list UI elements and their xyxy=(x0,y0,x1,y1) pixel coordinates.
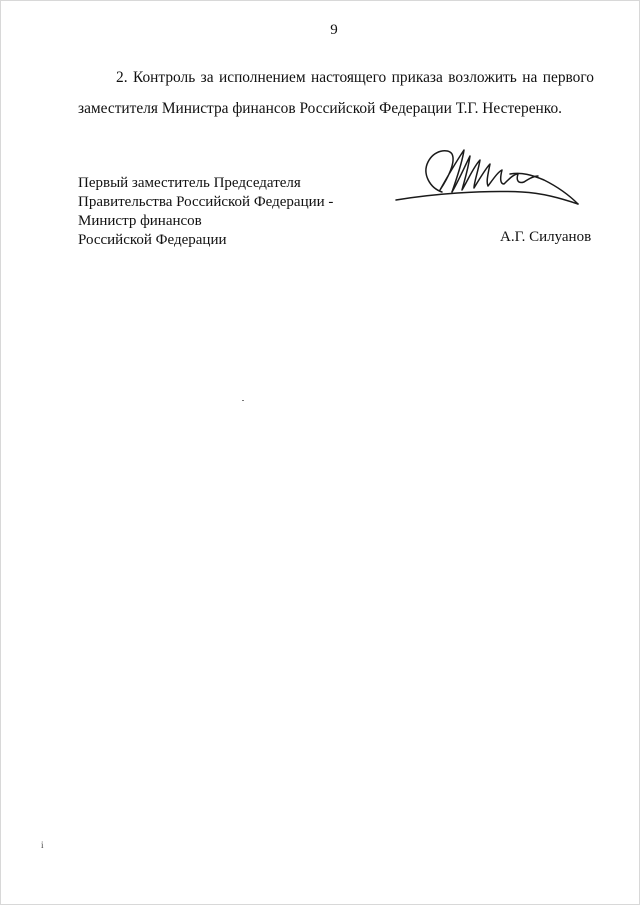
signatory-title-block xyxy=(78,174,333,250)
handwritten-signature xyxy=(392,142,582,214)
page-number: 9 xyxy=(330,22,338,38)
signature-tail-stroke xyxy=(510,173,578,204)
signatory-title-line-3: Министр финансов xyxy=(78,213,202,229)
order-paragraph-2: 2. Контроль за исполнением настоящего приказа возложить на первого заместителя Министра финансов Российской Федерации Т.Г. Нестеренко. xyxy=(78,69,594,117)
signature-initial-stroke xyxy=(426,150,464,192)
margin-mark: i xyxy=(41,840,44,850)
signer-name: А.Г. Силуанов xyxy=(500,229,592,245)
scan-dust-mark xyxy=(242,400,244,401)
signatory-title-line-2: Правительства Российской Федерации - xyxy=(78,194,334,210)
signature-underline-stroke xyxy=(396,191,578,204)
signatory-title-line-1: Первый заместитель Председателя xyxy=(78,175,301,191)
signatory-title-line-4: Российской Федерации xyxy=(78,232,227,248)
